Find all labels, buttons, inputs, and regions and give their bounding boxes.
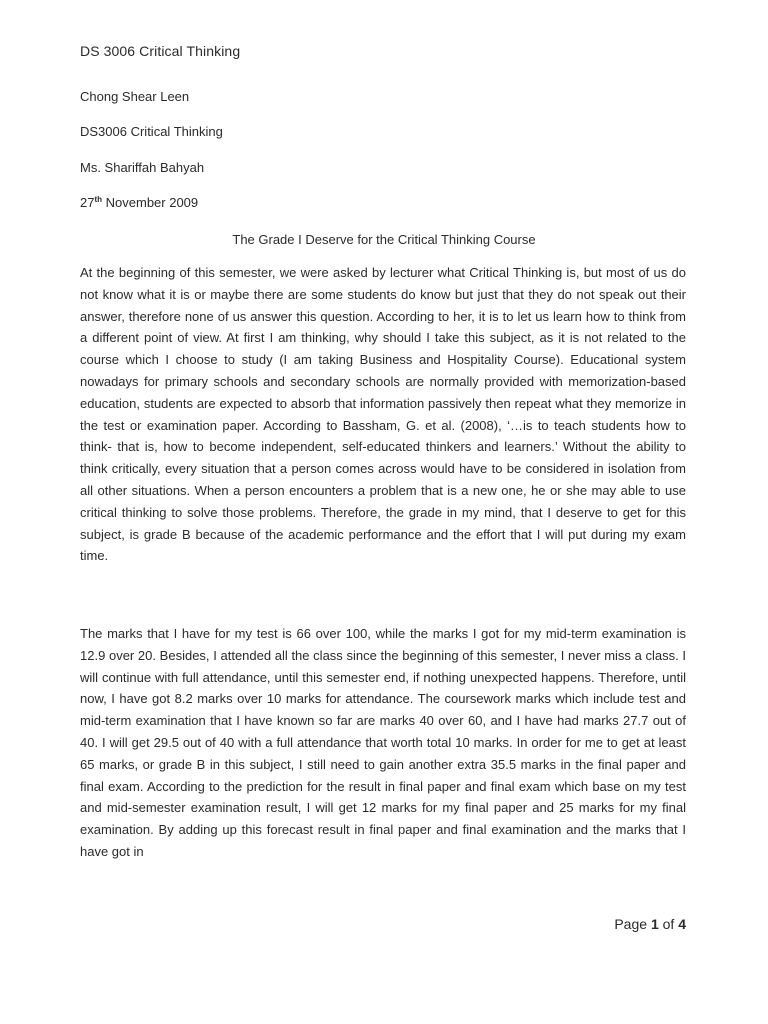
paragraph-text: The marks that I have for my test is 66 over 100, while the marks I got for my mid-term examination is 12.9 over 20. Besides, I attended all the class since the beginning of this semester, I never miss a class. I will continue with full attendance, until this semester end, if nothing unexpected happens. Therefore, until now, I have got 8.2 marks over 10 marks for attendance. The coursework marks which include test and mid-term examination that I have known so far are marks 40 over 60, and I have had marks 27.7 out of 40. I will get 29.5 out of 40 with a full attendance that worth total 10 marks. In order for me to get at least 65 marks, or grade B in this subject, I still need to gain another extra 35.5 marks in the final paper and final exam. According to the prediction for the result in final paper and final exam which base on my test and mid-semester examination result, I will get 12 marks for my final paper and 25 marks for my final examination. By adding up this forecast result in final paper and final examination and the marks that I have got in [80,626,686,859]
author-name: Chong Shear Leen [80,89,190,104]
lecturer-name: Ms. Shariffah Bahyah [80,160,205,175]
page-of: of [658,916,679,932]
course-name: DS3006 Critical Thinking [80,124,223,139]
page-number [614,916,686,932]
date-rest: November 2009 [102,195,199,210]
body-paragraph [80,623,686,863]
document-title: The Grade I Deserve for the Critical Thinking Course [232,232,536,247]
page-label: Page [614,916,651,932]
body-paragraph [80,262,686,567]
page-total: 4 [678,916,686,932]
paragraph-text: At the beginning of this semester, we were asked by lecturer what Critical Thinking is, but most of us do not know what it is or maybe there are some students do know but just that they do not speak out their answer, therefore none of us answer this question. According to her, it is to let us learn how to think from a different point of view. At first I am thinking, why should I take this subject, as it is not related to the course which I choose to study (I am taking Business and Hospitality Course). Educational system nowadays for primary schools and secondary schools are normally provided with memorization-based education, students are expected to absorb that information passively then repeat what they memorize in the test or examination paper. According to Bassham, G. et al. (2008), ‘…is to teach students how to think- that is, how to become independent, self-educated thinkers and learners.’ Without the ability to think critically, every situation that a person comes across would have to be considered in isolation from all other situations. When a person encounters a problem that is a new one, he or she may able to use critical thinking to solve those problems. Therefore, the grade in my mind, that I deserve to get for this subject, is grade B because of the academic performance and the effort that I will put during my exam time. [80,265,686,564]
submission-date [80,195,198,210]
date-suffix: th [94,195,103,204]
date-day: 27 [80,195,95,210]
page-current: 1 [650,916,659,932]
running-header: DS 3006 Critical Thinking [80,43,241,59]
